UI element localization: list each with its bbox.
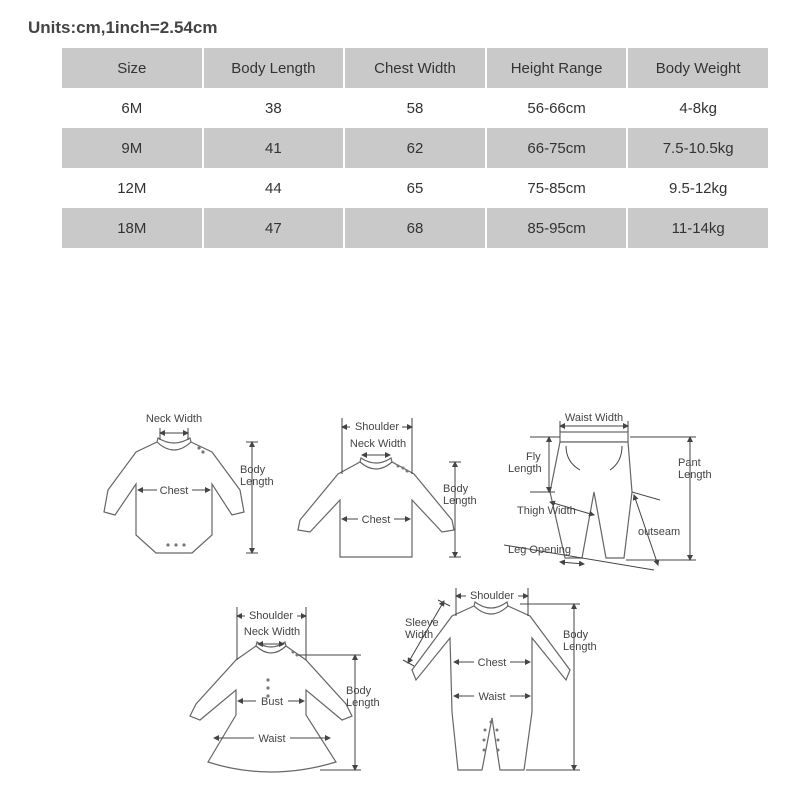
table-cell: 66-75cm [487, 128, 627, 168]
bodysuit-diagram [104, 413, 274, 553]
top-body-length-label-2: Length [443, 495, 477, 507]
table-cell: 7.5-10.5kg [628, 128, 768, 168]
romper-chest-label: Chest [477, 657, 507, 669]
table-cell: 44 [204, 168, 344, 208]
bodysuit-neck-width-label: Neck Width [145, 413, 203, 425]
table-cell: 47 [204, 208, 344, 248]
header-body-length: Body Length [204, 48, 344, 88]
header-chest-width: Chest Width [345, 48, 485, 88]
header-size: Size [62, 48, 202, 88]
pants-fly-length-label-2: Length [508, 463, 542, 475]
pants-leg-opening-label: Leg Opening [508, 544, 571, 556]
table-cell: 68 [345, 208, 485, 248]
pants-fly-length-label: Fly [526, 451, 541, 463]
table-cell: 41 [204, 128, 344, 168]
romper-sleeve-width-label-2: Width [405, 629, 434, 641]
units-note: Units:cm,1inch=2.54cm [28, 18, 218, 37]
table-cell: 62 [345, 128, 485, 168]
bodysuit-body-length-label: Body [240, 464, 266, 476]
romper-body-length-label: Body [563, 629, 589, 641]
header-body-weight: Body Weight [628, 48, 768, 88]
table-cell: 4-8kg [628, 88, 768, 128]
romper-shoulder-label: Shoulder [469, 590, 515, 602]
dress-shoulder-label: Shoulder [248, 610, 294, 622]
table-cell: 18M [62, 208, 202, 248]
bodysuit-chest-label: Chest [159, 485, 189, 497]
top-body-length-label: Body [443, 483, 469, 495]
table-cell: 9.5-12kg [628, 168, 768, 208]
table-cell: 11-14kg [628, 208, 768, 248]
pants-pant-length-label: Pant [678, 457, 701, 469]
table-cell: 9M [62, 128, 202, 168]
pants-diagram [504, 412, 712, 570]
top-shoulder-label: Shoulder [354, 421, 400, 433]
romper-body-length-label-2: Length [563, 641, 597, 653]
pants-pant-length-label-2: Length [678, 469, 712, 481]
romper-sleeve-width-label: Sleeve [405, 617, 439, 629]
dress-neck-width-label: Neck Width [243, 626, 301, 638]
pants-waist-width-label: Waist Width [564, 412, 624, 424]
romper-waist-label: Waist [478, 691, 506, 703]
table-cell: 85-95cm [487, 208, 627, 248]
romper-diagram [403, 588, 597, 770]
table-cell: 75-85cm [487, 168, 627, 208]
dress-waist-label: Waist [258, 733, 286, 745]
table-cell: 58 [345, 88, 485, 128]
dress-bust-label: Bust [260, 696, 284, 708]
top-diagram [298, 418, 477, 557]
bodysuit-body-length-label-2: Length [240, 476, 274, 488]
table-cell: 56-66cm [487, 88, 627, 128]
top-neck-width-label: Neck Width [349, 438, 407, 450]
dress-body-length-label-2: Length [346, 697, 380, 709]
header-height-range: Height Range [487, 48, 627, 88]
table-cell: 65 [345, 168, 485, 208]
table-cell: 12M [62, 168, 202, 208]
dress-diagram [190, 607, 380, 772]
dress-body-length-label: Body [346, 685, 372, 697]
table-cell: 38 [204, 88, 344, 128]
pants-thigh-width-label: Thigh Width [517, 505, 576, 517]
top-chest-label: Chest [361, 514, 391, 526]
pants-outseam-label: outseam [638, 526, 681, 538]
table-cell: 6M [62, 88, 202, 128]
